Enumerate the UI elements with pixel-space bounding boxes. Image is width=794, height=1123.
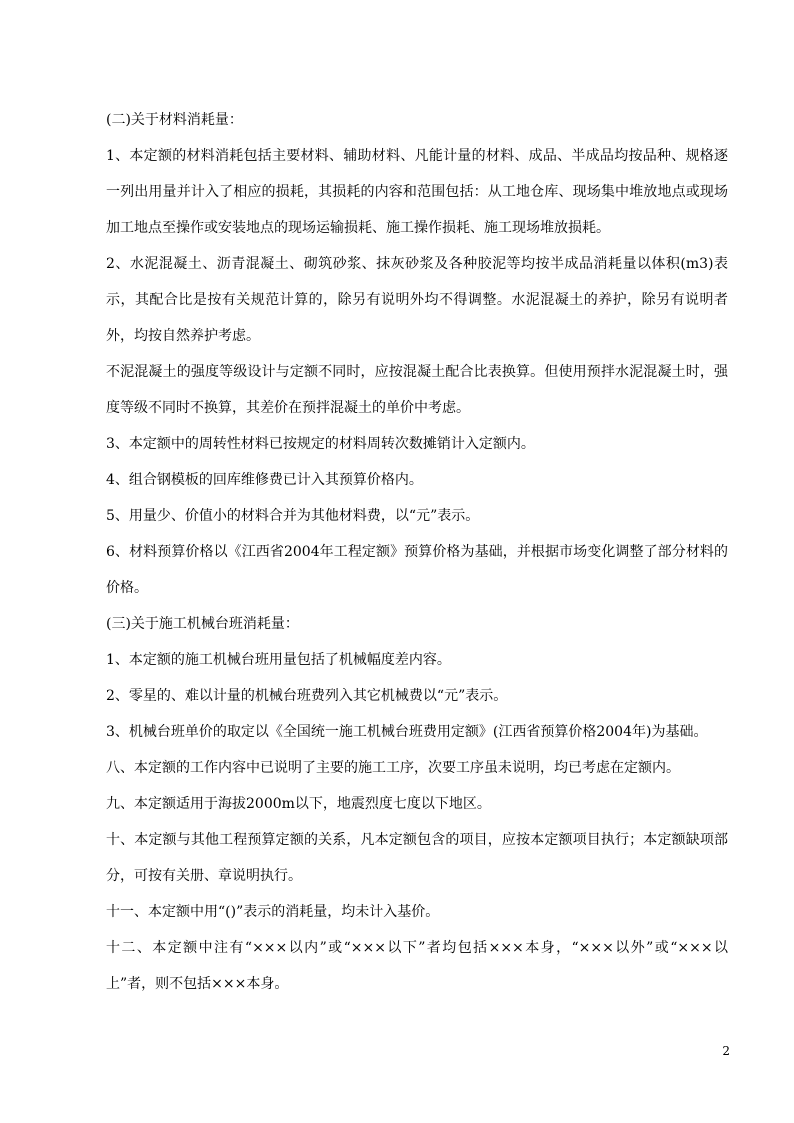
paragraph-material-consumption: 1、本定额的材料消耗包括主要材料、辅助材料、凡能计量的材料、成品、半成品均按品种、规格逐一列出用量并计入了相应的损耗，其损耗的内容和范围包括：从工地仓库、现场集中堆放地点或现场加工地点至操作或安装地点的现场运输损耗、施工操作损耗、施工现场堆放损耗。 — [106, 148, 728, 236]
paragraph-steel-formwork: 4、组合钢模板的回库维修费已计入其预算价格内。 — [106, 472, 423, 488]
paragraph-applicability: 九、本定额适用于海拔2000m以下，地震烈度七度以下地区。 — [106, 796, 491, 812]
paragraph-concrete-strength: 不泥混凝土的强度等级设计与定额不同时，应按混凝土配合比表换算。但使用预拌水泥混凝土时，强度等级不同时不换算，其差价在预拌混凝土的单价中考虑。 — [106, 364, 728, 416]
paragraph-minor-machinery: 2、零星的、难以计量的机械台班费列入其它机械费以“元”表示。 — [106, 688, 508, 704]
paragraph-bracket-consumption: 十一、本定额中用“()”表示的消耗量，均未计入基价。 — [106, 904, 440, 920]
page-number: 2 — [722, 1044, 730, 1058]
paragraph-other-quotas: 十、本定额与其他工程预算定额的关系，凡本定额包含的项目，应按本定额项目执行；本定额缺项部分，可按有关册、章说明执行。 — [106, 832, 728, 884]
paragraph-work-content: 八、本定额的工作内容中已说明了主要的施工工序，次要工序虽未说明，均已考虑在定额内。 — [106, 760, 680, 776]
section-heading-machinery: (三)关于施工机械台班消耗量： — [106, 616, 299, 632]
paragraph-other-materials: 5、用量少、价值小的材料合并为其他材料费，以“元”表示。 — [106, 508, 480, 524]
paragraph-within-beyond: 十二、本定额中注有“×××以内”或“×××以下”者均包括×××本身，“×××以外”或“×××以上”者，则不包括×××本身。 — [106, 940, 728, 992]
paragraph-material-prices: 6、材料预算价格以《江西省2004年工程定额》预算价格为基础，并根据市场变化调整了部分材料的价格。 — [106, 544, 728, 596]
paragraph-concrete-mortar: 2、水泥混凝土、沥青混凝土、砌筑砂浆、抹灰砂浆及各种胶泥等均按半成品消耗量以体积(m3)表示，其配合比是按有关规范计算的，除另有说明外均不得调整。水泥混凝土的养护，除另有说明者外，均按自然养护考虑。 — [106, 256, 728, 344]
paragraph-machinery-price: 3、机械台班单价的取定以《全国统一施工机械台班费用定额》(江西省预算价格2004年)为基础。 — [106, 724, 708, 740]
section-heading-materials: (二)关于材料消耗量： — [106, 112, 243, 128]
paragraph-machinery-margin: 1、本定额的施工机械台班用量包括了机械幅度差内容。 — [106, 652, 451, 668]
paragraph-turnover-materials: 3、本定额中的周转性材料已按规定的材料周转次数摊销计入定额内。 — [106, 436, 535, 452]
document-body — [106, 102, 728, 1002]
